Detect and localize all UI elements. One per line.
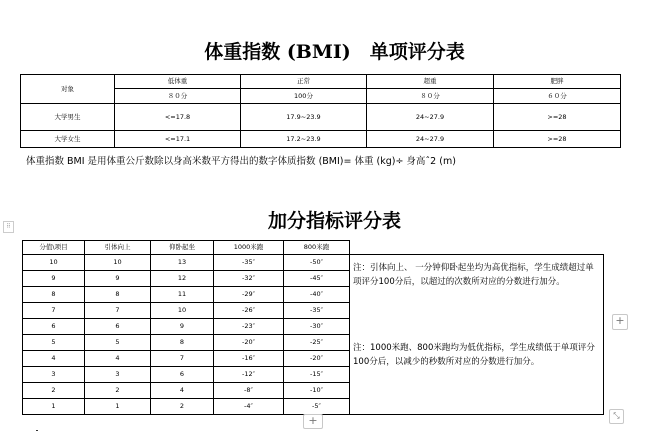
header-situp: 仰卧起坐 bbox=[151, 241, 214, 255]
score-obese: ６０分 bbox=[494, 89, 621, 104]
table-cell: 4 bbox=[151, 383, 214, 399]
category-overweight: 超重 bbox=[367, 75, 494, 89]
table-cell: 7 bbox=[23, 303, 85, 319]
table-cell: 7 bbox=[85, 303, 151, 319]
table-cell: 12 bbox=[151, 271, 214, 287]
table-cell: -4″ bbox=[214, 399, 284, 415]
table-cell: >=28 bbox=[494, 131, 621, 148]
add-row-button[interactable]: + bbox=[303, 414, 323, 429]
table-cell: 8 bbox=[85, 287, 151, 303]
notes-cell bbox=[350, 255, 604, 415]
score-normal: 100分 bbox=[241, 89, 367, 104]
table-cell: -29″ bbox=[214, 287, 284, 303]
table-cell: 24~27.9 bbox=[367, 131, 494, 148]
table-cell: 10 bbox=[85, 255, 151, 271]
table-cell: 10 bbox=[23, 255, 85, 271]
table-cell: -20″ bbox=[284, 351, 350, 367]
table-cell: 8 bbox=[151, 335, 214, 351]
table-cell: 3 bbox=[23, 367, 85, 383]
category-underweight: 低体重 bbox=[115, 75, 241, 89]
table-cell: 4 bbox=[23, 351, 85, 367]
header-object: 对象 bbox=[21, 75, 115, 104]
table-cell: -40″ bbox=[284, 287, 350, 303]
table-resize-handle[interactable]: ⤡ bbox=[609, 409, 624, 424]
table-cell: 9 bbox=[23, 271, 85, 287]
note-high-priority: 注：引体向上、 一分钟仰卧起坐均为高优指标，学生成绩超过单项评分100分后，以超过的次数所对应的分数进行加分。 bbox=[353, 263, 594, 287]
table-cell: -45″ bbox=[284, 271, 350, 287]
header-1000m: 1000米跑 bbox=[214, 241, 284, 255]
table-cell: 13 bbox=[151, 255, 214, 271]
table-cell: -35″ bbox=[284, 303, 350, 319]
row-label-female: 大学女生 bbox=[21, 131, 115, 148]
bonus-table-title: 加分指标评分表 bbox=[267, 210, 401, 232]
table-cell: 1 bbox=[85, 399, 151, 415]
table-cell: -35″ bbox=[214, 255, 284, 271]
table-cell: 8 bbox=[23, 287, 85, 303]
bmi-formula-text: 体重指数 BMI 是用体重公斤数除以身高米数平方得出的数字体质指数 (BMI)= 体重 (kg)÷ 身高ˆ2 (m) bbox=[26, 156, 456, 167]
table-cell: -8″ bbox=[214, 383, 284, 399]
table-cell: -12″ bbox=[214, 367, 284, 383]
note-low-priority: 注：1000米跑、800米跑均为低优指标，学生成绩低于单项评分100分后，以减少的秒数所对应的分数进行加分。 bbox=[353, 343, 595, 367]
table-cell: 6 bbox=[23, 319, 85, 335]
score-overweight: ８０分 bbox=[367, 89, 494, 104]
row-label-male: 大学男生 bbox=[21, 104, 115, 131]
table-cell: -26″ bbox=[214, 303, 284, 319]
add-column-button[interactable]: + bbox=[612, 314, 628, 330]
table-cell: 6 bbox=[85, 319, 151, 335]
table-cell: -32″ bbox=[214, 271, 284, 287]
table-cell: 17.9~23.9 bbox=[241, 104, 367, 131]
header-score-item: 分值\项目 bbox=[23, 241, 85, 255]
table-cell: 17.2~23.9 bbox=[241, 131, 367, 148]
table-cell: -25″ bbox=[284, 335, 350, 351]
table-cell: <=17.8 bbox=[115, 104, 241, 131]
bmi-score-table bbox=[20, 74, 621, 148]
table-cell: 3 bbox=[85, 367, 151, 383]
table-cell: -5″ bbox=[284, 399, 350, 415]
table-cell: -10″ bbox=[284, 383, 350, 399]
table-cell: <=17.1 bbox=[115, 131, 241, 148]
table-cell: >=28 bbox=[494, 104, 621, 131]
table-cell: 9 bbox=[151, 319, 214, 335]
table-cell: 1 bbox=[23, 399, 85, 415]
table-cell: 7 bbox=[151, 351, 214, 367]
header-800m: 800米跑 bbox=[284, 241, 350, 255]
table-cell: -15″ bbox=[284, 367, 350, 383]
table-cell: 5 bbox=[85, 335, 151, 351]
cursor-mark bbox=[36, 430, 38, 431]
table-cell: 24~27.9 bbox=[367, 104, 494, 131]
table-cell: 9 bbox=[85, 271, 151, 287]
table-drag-handle[interactable]: ⠿ bbox=[3, 221, 14, 233]
score-underweight: ８０分 bbox=[115, 89, 241, 104]
table-cell: -50″ bbox=[284, 255, 350, 271]
table-cell: -23″ bbox=[214, 319, 284, 335]
table-cell: 10 bbox=[151, 303, 214, 319]
table-cell: -16″ bbox=[214, 351, 284, 367]
table-cell: 2 bbox=[151, 399, 214, 415]
category-normal: 正常 bbox=[241, 75, 367, 89]
table-cell: 11 bbox=[151, 287, 214, 303]
table-cell: -20″ bbox=[214, 335, 284, 351]
table-cell: 2 bbox=[85, 383, 151, 399]
table-cell: 4 bbox=[85, 351, 151, 367]
header-pullup: 引体向上 bbox=[85, 241, 151, 255]
table-cell: -30″ bbox=[284, 319, 350, 335]
bmi-table-title: 体重指数 (BMI) 单项评分表 bbox=[204, 41, 465, 63]
table-cell: 5 bbox=[23, 335, 85, 351]
table-cell: 2 bbox=[23, 383, 85, 399]
bonus-score-table bbox=[22, 240, 604, 415]
category-obese: 肥胖 bbox=[494, 75, 621, 89]
empty-cell bbox=[350, 241, 604, 255]
table-cell: 6 bbox=[151, 367, 214, 383]
